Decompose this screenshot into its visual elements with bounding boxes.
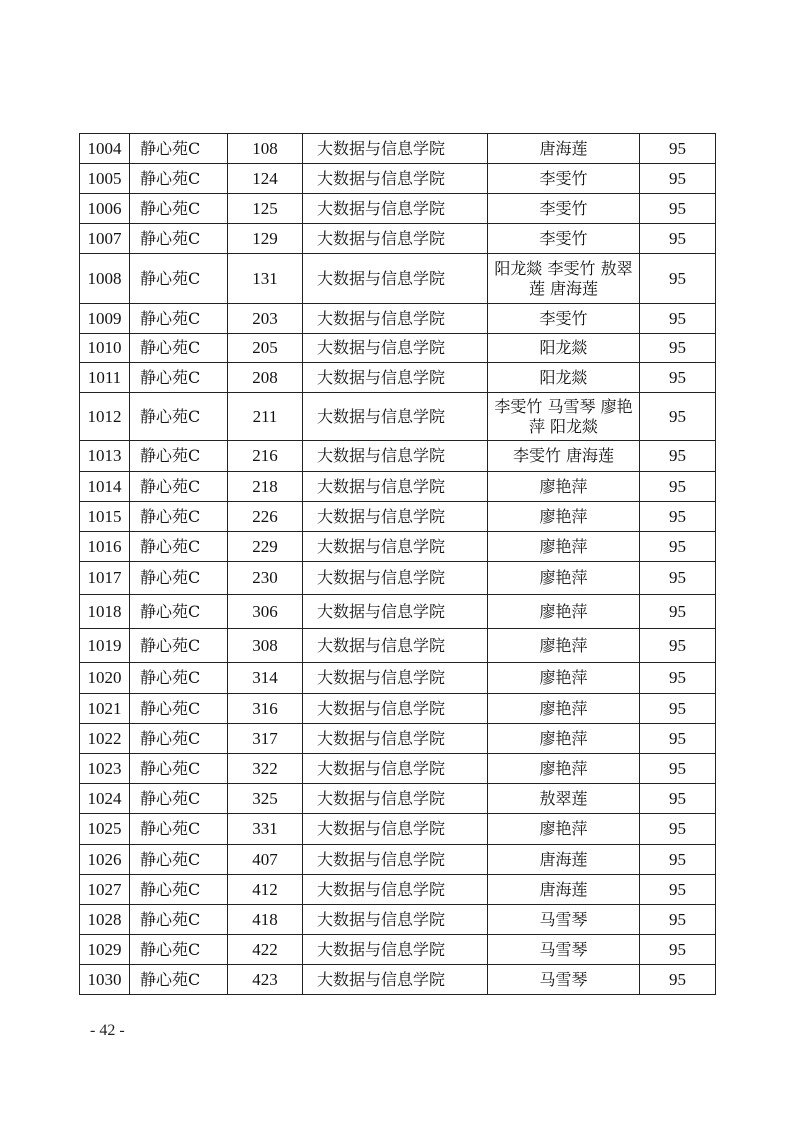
college-cell: 大数据与信息学院 [303,334,488,363]
college-cell: 大数据与信息学院 [303,629,488,663]
room-number-cell: 422 [228,935,303,965]
row-id-cell: 1014 [80,472,130,502]
staff-cell: 唐海莲 [488,845,640,875]
table-row [80,784,716,814]
room-number-cell: 131 [228,254,303,304]
row-id-cell: 1008 [80,254,130,304]
table-row [80,441,716,472]
room-number-cell: 331 [228,814,303,845]
row-id-cell: 1025 [80,814,130,845]
row-id-cell: 1029 [80,935,130,965]
college-cell: 大数据与信息学院 [303,663,488,694]
score-cell: 95 [640,875,716,905]
building-cell: 静心苑C [130,304,228,334]
score-cell: 95 [640,164,716,194]
college-cell: 大数据与信息学院 [303,905,488,935]
staff-cell: 李雯竹 唐海莲 [488,441,640,472]
table-row [80,254,716,304]
college-cell: 大数据与信息学院 [303,363,488,393]
score-cell: 95 [640,304,716,334]
college-cell: 大数据与信息学院 [303,502,488,532]
score-cell: 95 [640,784,716,814]
row-id-cell: 1024 [80,784,130,814]
room-number-cell: 308 [228,629,303,663]
building-cell: 静心苑C [130,194,228,224]
score-cell: 95 [640,845,716,875]
building-cell: 静心苑C [130,502,228,532]
table-row [80,875,716,905]
score-cell: 95 [640,724,716,754]
room-number-cell: 314 [228,663,303,694]
table-row [80,393,716,441]
building-cell: 静心苑C [130,965,228,995]
table-row [80,724,716,754]
room-number-cell: 317 [228,724,303,754]
row-id-cell: 1030 [80,965,130,995]
room-number-cell: 407 [228,845,303,875]
room-number-cell: 208 [228,363,303,393]
table-row [80,164,716,194]
row-id-cell: 1017 [80,562,130,595]
score-cell: 95 [640,194,716,224]
table-row [80,663,716,694]
building-cell: 静心苑C [130,134,228,164]
score-cell: 95 [640,694,716,724]
table-row [80,905,716,935]
college-cell: 大数据与信息学院 [303,164,488,194]
college-cell: 大数据与信息学院 [303,845,488,875]
college-cell: 大数据与信息学院 [303,724,488,754]
staff-cell: 敖翠莲 [488,784,640,814]
staff-cell: 李雯竹 马雪琴 廖艳萍 阳龙燚 [488,393,640,441]
college-cell: 大数据与信息学院 [303,472,488,502]
staff-cell: 廖艳萍 [488,595,640,629]
table-row [80,629,716,663]
college-cell: 大数据与信息学院 [303,134,488,164]
staff-cell: 李雯竹 [488,164,640,194]
row-id-cell: 1022 [80,724,130,754]
staff-cell: 李雯竹 [488,304,640,334]
building-cell: 静心苑C [130,814,228,845]
table-row [80,694,716,724]
staff-cell: 马雪琴 [488,965,640,995]
table-row [80,194,716,224]
staff-cell: 廖艳萍 [488,724,640,754]
row-id-cell: 1018 [80,595,130,629]
room-number-cell: 125 [228,194,303,224]
staff-cell: 廖艳萍 [488,629,640,663]
building-cell: 静心苑C [130,164,228,194]
college-cell: 大数据与信息学院 [303,441,488,472]
college-cell: 大数据与信息学院 [303,562,488,595]
college-cell: 大数据与信息学院 [303,532,488,562]
row-id-cell: 1007 [80,224,130,254]
row-id-cell: 1011 [80,363,130,393]
room-number-cell: 230 [228,562,303,595]
score-cell: 95 [640,254,716,304]
row-id-cell: 1009 [80,304,130,334]
table-row [80,363,716,393]
row-id-cell: 1015 [80,502,130,532]
college-cell: 大数据与信息学院 [303,784,488,814]
room-number-cell: 325 [228,784,303,814]
staff-cell: 唐海莲 [488,875,640,905]
building-cell: 静心苑C [130,363,228,393]
room-number-cell: 216 [228,441,303,472]
building-cell: 静心苑C [130,224,228,254]
row-id-cell: 1013 [80,441,130,472]
row-id-cell: 1019 [80,629,130,663]
table-row [80,224,716,254]
college-cell: 大数据与信息学院 [303,814,488,845]
table-row [80,304,716,334]
score-cell: 95 [640,441,716,472]
staff-cell: 马雪琴 [488,935,640,965]
building-cell: 静心苑C [130,935,228,965]
table-row [80,502,716,532]
building-cell: 静心苑C [130,595,228,629]
building-cell: 静心苑C [130,254,228,304]
table-body [80,134,716,995]
row-id-cell: 1010 [80,334,130,363]
row-id-cell: 1005 [80,164,130,194]
building-cell: 静心苑C [130,334,228,363]
row-id-cell: 1020 [80,663,130,694]
table-row [80,562,716,595]
score-cell: 95 [640,935,716,965]
score-cell: 95 [640,965,716,995]
table-row [80,814,716,845]
row-id-cell: 1028 [80,905,130,935]
score-cell: 95 [640,502,716,532]
college-cell: 大数据与信息学院 [303,224,488,254]
staff-cell: 马雪琴 [488,905,640,935]
staff-cell: 廖艳萍 [488,562,640,595]
college-cell: 大数据与信息学院 [303,254,488,304]
row-id-cell: 1012 [80,393,130,441]
row-id-cell: 1027 [80,875,130,905]
table-row [80,754,716,784]
inspection-table [79,133,716,995]
score-cell: 95 [640,224,716,254]
college-cell: 大数据与信息学院 [303,595,488,629]
table-row [80,134,716,164]
college-cell: 大数据与信息学院 [303,304,488,334]
room-number-cell: 203 [228,304,303,334]
score-cell: 95 [640,134,716,164]
room-number-cell: 322 [228,754,303,784]
building-cell: 静心苑C [130,845,228,875]
college-cell: 大数据与信息学院 [303,965,488,995]
score-cell: 95 [640,363,716,393]
building-cell: 静心苑C [130,441,228,472]
room-number-cell: 418 [228,905,303,935]
score-cell: 95 [640,472,716,502]
building-cell: 静心苑C [130,562,228,595]
score-cell: 95 [640,334,716,363]
building-cell: 静心苑C [130,754,228,784]
building-cell: 静心苑C [130,784,228,814]
table-row [80,334,716,363]
row-id-cell: 1021 [80,694,130,724]
room-number-cell: 211 [228,393,303,441]
score-cell: 95 [640,663,716,694]
room-number-cell: 129 [228,224,303,254]
room-number-cell: 306 [228,595,303,629]
staff-cell: 阳龙燚 [488,363,640,393]
room-number-cell: 423 [228,965,303,995]
table-row [80,595,716,629]
staff-cell: 廖艳萍 [488,532,640,562]
staff-cell: 李雯竹 [488,224,640,254]
table-row [80,845,716,875]
college-cell: 大数据与信息学院 [303,393,488,441]
room-number-cell: 218 [228,472,303,502]
score-cell: 95 [640,393,716,441]
building-cell: 静心苑C [130,905,228,935]
room-number-cell: 205 [228,334,303,363]
room-number-cell: 316 [228,694,303,724]
building-cell: 静心苑C [130,875,228,905]
college-cell: 大数据与信息学院 [303,194,488,224]
staff-cell: 阳龙燚 李雯竹 敖翠莲 唐海莲 [488,254,640,304]
staff-cell: 廖艳萍 [488,754,640,784]
building-cell: 静心苑C [130,724,228,754]
building-cell: 静心苑C [130,393,228,441]
table-row [80,935,716,965]
college-cell: 大数据与信息学院 [303,935,488,965]
table-row [80,532,716,562]
staff-cell: 廖艳萍 [488,814,640,845]
score-cell: 95 [640,562,716,595]
table-row [80,472,716,502]
building-cell: 静心苑C [130,629,228,663]
staff-cell: 廖艳萍 [488,663,640,694]
staff-cell: 廖艳萍 [488,472,640,502]
room-number-cell: 124 [228,164,303,194]
row-id-cell: 1004 [80,134,130,164]
staff-cell: 李雯竹 [488,194,640,224]
score-cell: 95 [640,629,716,663]
room-number-cell: 229 [228,532,303,562]
building-cell: 静心苑C [130,472,228,502]
page-number: - 42 - [90,1022,125,1039]
staff-cell: 唐海莲 [488,134,640,164]
row-id-cell: 1006 [80,194,130,224]
room-number-cell: 412 [228,875,303,905]
college-cell: 大数据与信息学院 [303,875,488,905]
college-cell: 大数据与信息学院 [303,754,488,784]
staff-cell: 廖艳萍 [488,502,640,532]
row-id-cell: 1016 [80,532,130,562]
score-cell: 95 [640,814,716,845]
building-cell: 静心苑C [130,532,228,562]
score-cell: 95 [640,754,716,784]
score-cell: 95 [640,595,716,629]
row-id-cell: 1023 [80,754,130,784]
staff-cell: 阳龙燚 [488,334,640,363]
score-cell: 95 [640,532,716,562]
building-cell: 静心苑C [130,694,228,724]
staff-cell: 廖艳萍 [488,694,640,724]
room-number-cell: 108 [228,134,303,164]
college-cell: 大数据与信息学院 [303,694,488,724]
building-cell: 静心苑C [130,663,228,694]
score-cell: 95 [640,905,716,935]
table-row [80,965,716,995]
room-number-cell: 226 [228,502,303,532]
row-id-cell: 1026 [80,845,130,875]
